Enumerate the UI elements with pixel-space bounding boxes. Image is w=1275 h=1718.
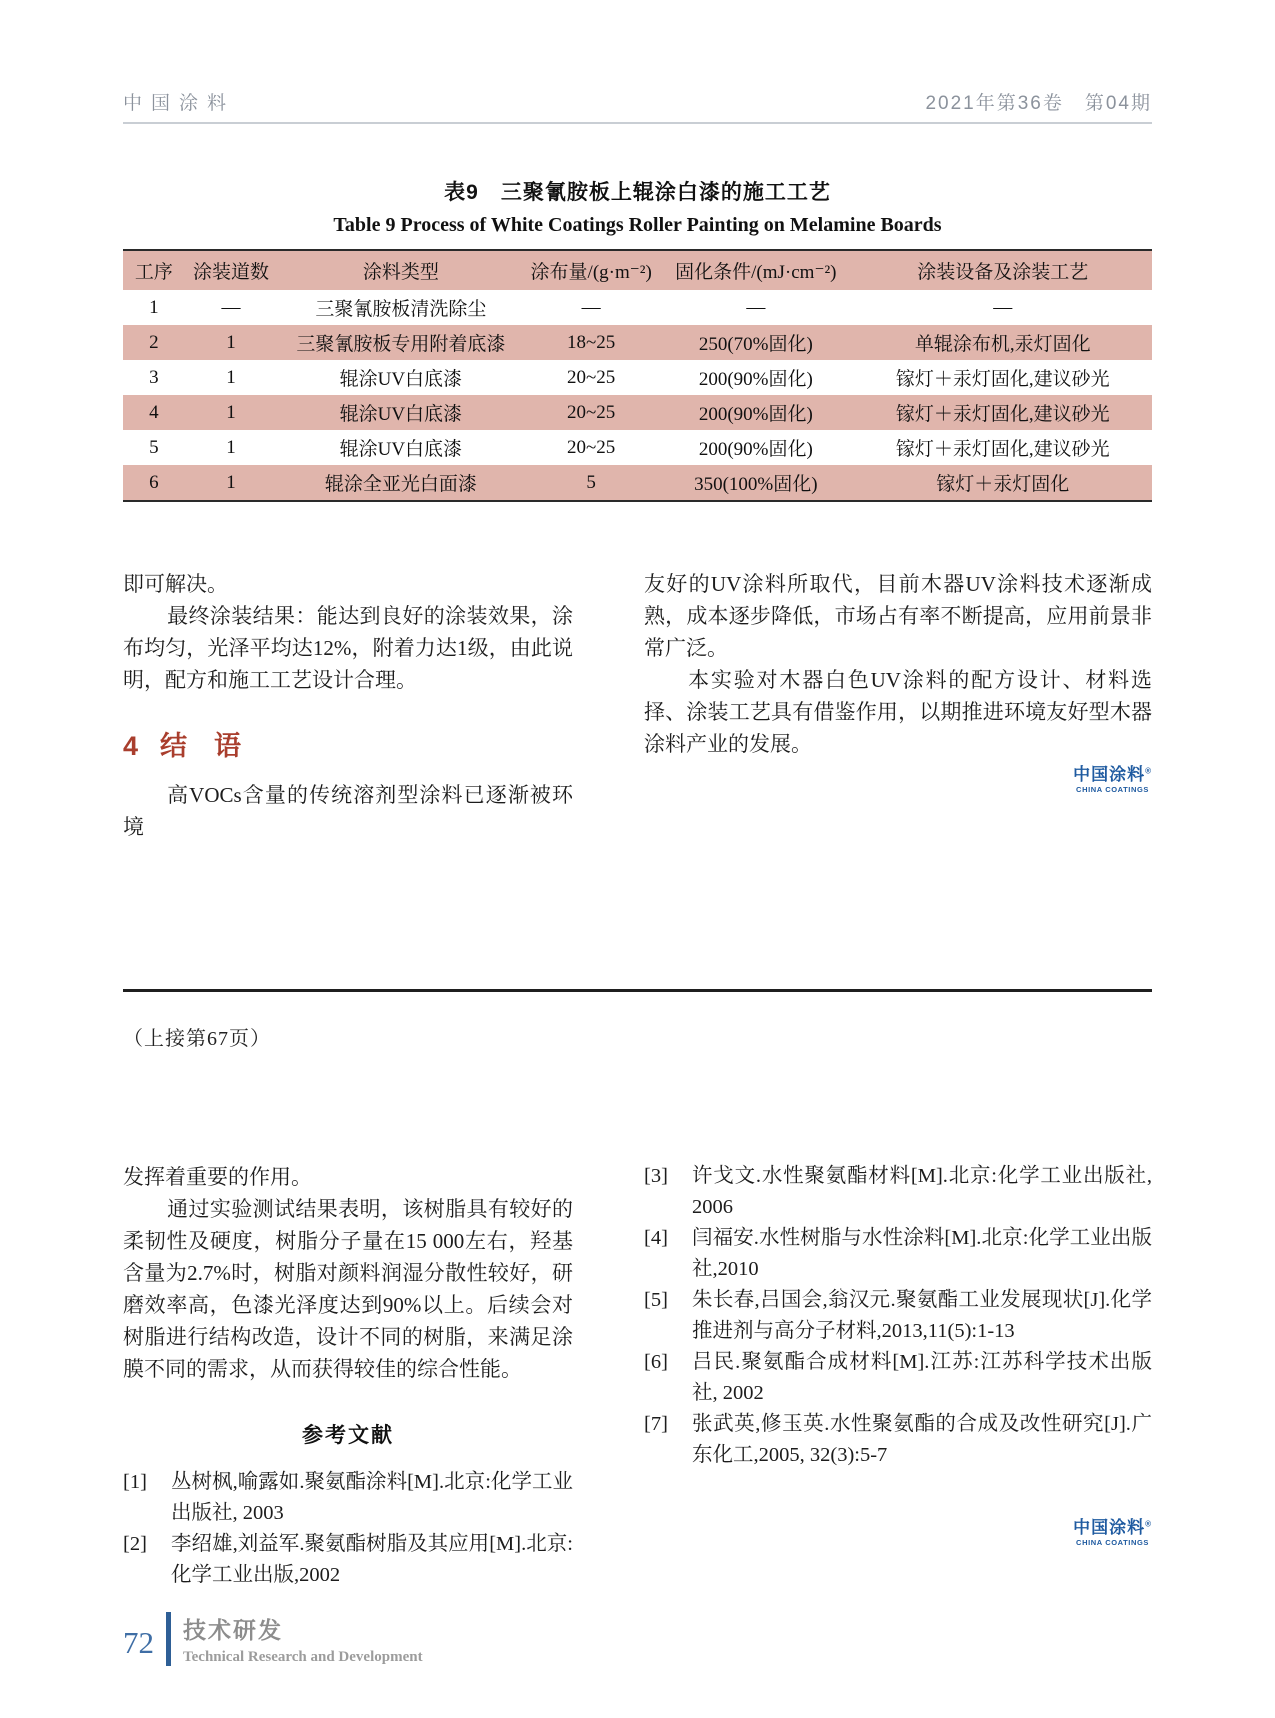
table-cell: 350(100%固化) [694, 474, 818, 495]
column-right [644, 1161, 1152, 1591]
header-cell: 涂装道数 [193, 262, 270, 283]
table-cell: 1 [226, 331, 236, 353]
table-cell: 250(70%固化) [698, 334, 813, 355]
column-right [644, 568, 1152, 843]
section-number: 4 [123, 731, 139, 761]
paragraph: 通过实验测试结果表明，该树脂具有较好的柔韧性及硬度，树脂分子量在15 000左右，羟基含量为2.7%时，树脂对颜料润湿分散性较好，研磨效率高，色漆光泽度达到90%以上。后续会对树脂进行结构改造，设计不同的树脂，来满足涂膜不同的需求，从而获得较佳的综合性能。 [123, 1197, 573, 1381]
footer-section-cn: 技术研发 [183, 1617, 283, 1643]
article-top [123, 568, 1152, 843]
table-cell: — [581, 296, 601, 318]
table-cell: 镓灯＋汞灯固化,建议砂光 [895, 404, 1110, 425]
table-cell: 辊涂UV白底漆 [339, 439, 463, 460]
table-cell: 20~25 [567, 436, 616, 458]
table-section [123, 176, 1152, 502]
table-title-cn: 表9 三聚氰胺板上辊涂白漆的施工工艺 [444, 181, 831, 204]
reference-number: [6] [644, 1351, 668, 1373]
paragraph: 即可解决。 [123, 572, 228, 596]
table-cell: 200(90%固化) [698, 439, 813, 460]
header-cell: 涂装设备及涂装工艺 [917, 262, 1089, 283]
china-coatings-logo [1073, 1519, 1152, 1547]
table-cell: 5 [149, 436, 159, 458]
reference-text: 许戈文.水性聚氨酯材料[M].北京:化学工业出版社, 2006 [692, 1165, 1152, 1218]
issue-info: 2021年第36卷 第04期 [925, 93, 1152, 114]
table-cell: 1 [226, 471, 236, 493]
reference-number: [7] [644, 1413, 668, 1435]
reference-item [644, 1285, 1152, 1347]
column-left [123, 1161, 573, 1591]
header-cell: 涂布量/(g·m⁻²) [530, 262, 652, 283]
logo-cn-text: 中国涂料 [1073, 765, 1146, 784]
reference-text: 吕民.聚氨酯合成材料[M].江苏:江苏科学技术出版社, 2002 [692, 1351, 1152, 1404]
paragraph: 最终涂装结果：能达到良好的涂装效果，涂布均匀，光泽平均达12%，附着力达1级，由此说明，配方和施工工艺设计合理。 [123, 604, 573, 692]
table-cell: — [746, 296, 766, 318]
running-head [123, 0, 1152, 115]
footer-section-en: Technical Research and Development [183, 1649, 423, 1665]
table-cell: 2 [149, 331, 159, 353]
table-cell: 5 [586, 471, 596, 493]
paragraph: 发挥着重要的作用。 [123, 1165, 312, 1189]
table-row [123, 395, 1152, 430]
process-table [123, 249, 1152, 502]
paragraph: 本实验对木器白色UV涂料的配方设计、材料选择、涂装工艺具有借鉴作用，以期推进环境友好型木器涂料产业的发展。 [644, 668, 1152, 756]
table-cell: 辊涂全亚光白面漆 [324, 474, 477, 495]
reference-text: 张武英,修玉英.水性聚氨酯的合成及改性研究[J].广东化工,2005, 32(3):5-7 [692, 1413, 1152, 1466]
table-cell: 1 [226, 401, 236, 423]
continuation-note: （上接第67页） [123, 1028, 271, 1050]
table-cell: 4 [149, 401, 159, 423]
table-cell: 1 [226, 366, 236, 388]
reference-item [644, 1223, 1152, 1285]
section-title: 结 语 [160, 731, 242, 761]
header-cell: 工序 [134, 262, 173, 283]
paragraph: 高VOCs含量的传统溶剂型涂料已逐渐被环境 [123, 783, 573, 839]
table-cell: 镓灯＋汞灯固化 [936, 474, 1070, 495]
table-cell: — [993, 296, 1013, 318]
brand-logo-wrap [644, 766, 1152, 794]
table-row [123, 465, 1152, 501]
reference-item [644, 1347, 1152, 1409]
reference-text: 李绍雄,刘益军.聚氨酯树脂及其应用[M].北京:化学工业出版,2002 [171, 1533, 573, 1586]
logo-cn-text: 中国涂料 [1073, 1518, 1146, 1537]
table-cell: 镓灯＋汞灯固化,建议砂光 [895, 369, 1110, 390]
table-cell: 1 [149, 296, 159, 318]
table-cell: 1 [226, 436, 236, 458]
table-title-en: Table 9 Process of White Coatings Roller Painting on Melamine Boards [333, 214, 942, 236]
reference-number: [3] [644, 1165, 668, 1187]
table-cell: — [221, 296, 241, 318]
column-left [123, 568, 573, 843]
reference-text: 丛树枫,喻露如.聚氨酯涂料[M].北京:化学工业出版社, 2003 [171, 1471, 573, 1524]
registered-mark-icon: ® [1145, 766, 1152, 776]
table-row [123, 325, 1152, 360]
header-cell: 固化条件/(mJ·cm⁻²) [675, 262, 837, 283]
paragraph: 友好的UV涂料所取代，目前木器UV涂料技术逐渐成熟，成本逐步降低，市场占有率不断提高，应用前景非常广泛。 [644, 572, 1152, 660]
table-cell: 3 [149, 366, 159, 388]
article-divider [123, 989, 1152, 992]
reference-item [644, 1409, 1152, 1471]
table-cell: 辊涂UV白底漆 [339, 404, 463, 425]
brand-logo-wrap [644, 1519, 1152, 1547]
table-cell: 三聚氰胺板专用附着底漆 [296, 334, 506, 355]
journal-name: 中国涂料 [123, 93, 236, 114]
table-row [123, 360, 1152, 395]
table-cell: 200(90%固化) [698, 369, 813, 390]
page-number: 72 [123, 1625, 154, 1660]
logo-en-text: CHINA COATINGS [1076, 785, 1150, 794]
reference-item [644, 1161, 1152, 1223]
reference-number: [5] [644, 1289, 668, 1311]
table-cell: 200(90%固化) [698, 404, 813, 425]
reference-number: [2] [123, 1533, 147, 1555]
table-header-row [123, 250, 1152, 290]
header-cell: 涂料类型 [362, 262, 439, 283]
table-cell: 辊涂UV白底漆 [339, 369, 463, 390]
table-cell: 镓灯＋汞灯固化,建议砂光 [895, 439, 1110, 460]
article-bottom [123, 1161, 1152, 1591]
table-row [123, 430, 1152, 465]
table-cell: 6 [149, 471, 159, 493]
table-cell: 20~25 [567, 366, 616, 388]
reference-text: 闫福安.水性树脂与水性涂料[M].北京:化学工业出版社,2010 [692, 1227, 1152, 1280]
registered-mark-icon: ® [1145, 1519, 1152, 1529]
running-head-rule [123, 122, 1152, 124]
table-cell: 三聚氰胺板清洗除尘 [315, 299, 487, 320]
reference-number: [4] [644, 1227, 668, 1249]
table-cell: 单辊涂布机,汞灯固化 [914, 334, 1091, 355]
reference-text: 朱长春,吕国会,翁汉元.聚氨酯工业发展现状[J].化学推进剂与高分子材料,2013,11(5):1-13 [692, 1289, 1152, 1342]
table-cell: 18~25 [567, 331, 616, 353]
reference-item [123, 1529, 573, 1591]
footer-accent-bar [166, 1612, 171, 1666]
china-coatings-logo [1073, 766, 1152, 794]
references-title: 参考文献 [302, 1424, 394, 1447]
table-cell: 20~25 [567, 401, 616, 423]
page-footer [123, 1612, 423, 1666]
logo-en-text: CHINA COATINGS [1076, 1538, 1150, 1547]
reference-number: [1] [123, 1471, 147, 1493]
section-heading-conclusion [123, 724, 573, 763]
reference-item [123, 1467, 573, 1529]
table-row [123, 290, 1152, 325]
